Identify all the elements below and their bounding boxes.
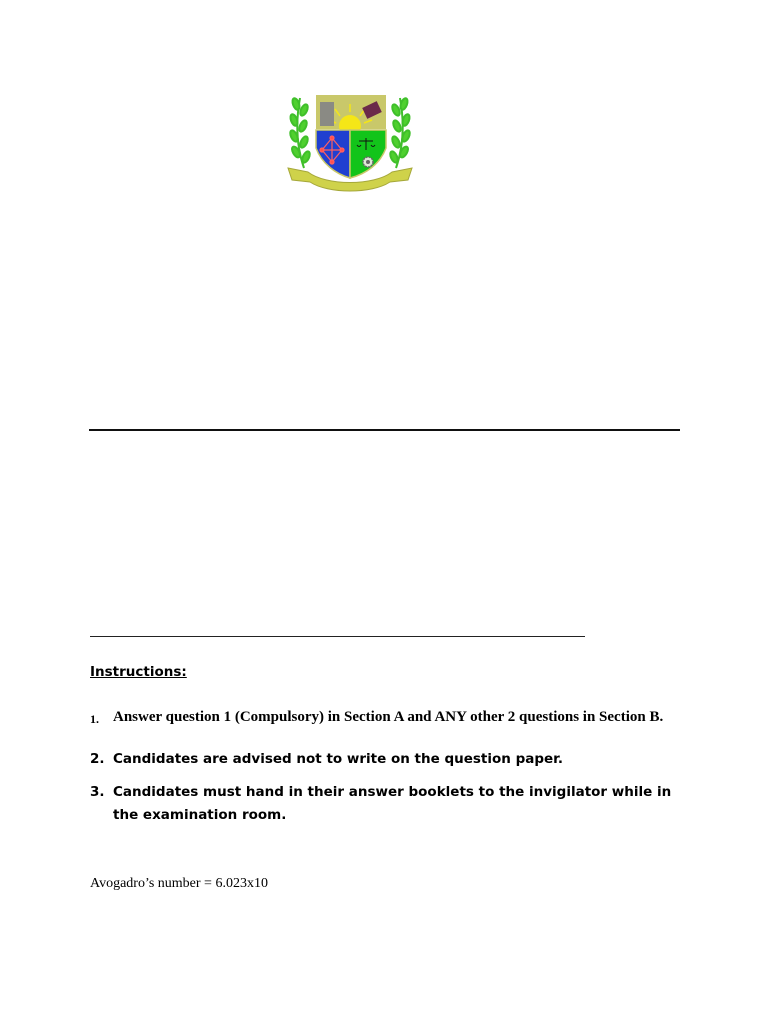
instruction-number: 1. [90, 712, 99, 726]
instruction-number: 3. [90, 784, 105, 800]
shield-right-green [350, 130, 386, 178]
university-crest-logo [286, 90, 414, 200]
title-divider-line [89, 429, 680, 431]
instruction-text: Answer question 1 (Compulsory) in Section A and ANY other 2 questions in Section B. [113, 709, 664, 725]
instructions-heading: Instructions: [90, 664, 187, 680]
monument-icon [320, 102, 334, 126]
instruction-text: Candidates must hand in their answer booklets to the invigilator while in the examination room. [113, 784, 672, 823]
instruction-text: Candidates are advised not to write on the question paper. [113, 751, 564, 767]
right-laurel-icon [389, 97, 412, 168]
instruction-number: 2. [90, 751, 105, 767]
gear-icon [363, 157, 373, 167]
course-divider-line [90, 636, 585, 637]
avogadro-constant: Avogadro’s number = 6.023x10 [90, 876, 268, 891]
left-laurel-icon [289, 97, 312, 168]
